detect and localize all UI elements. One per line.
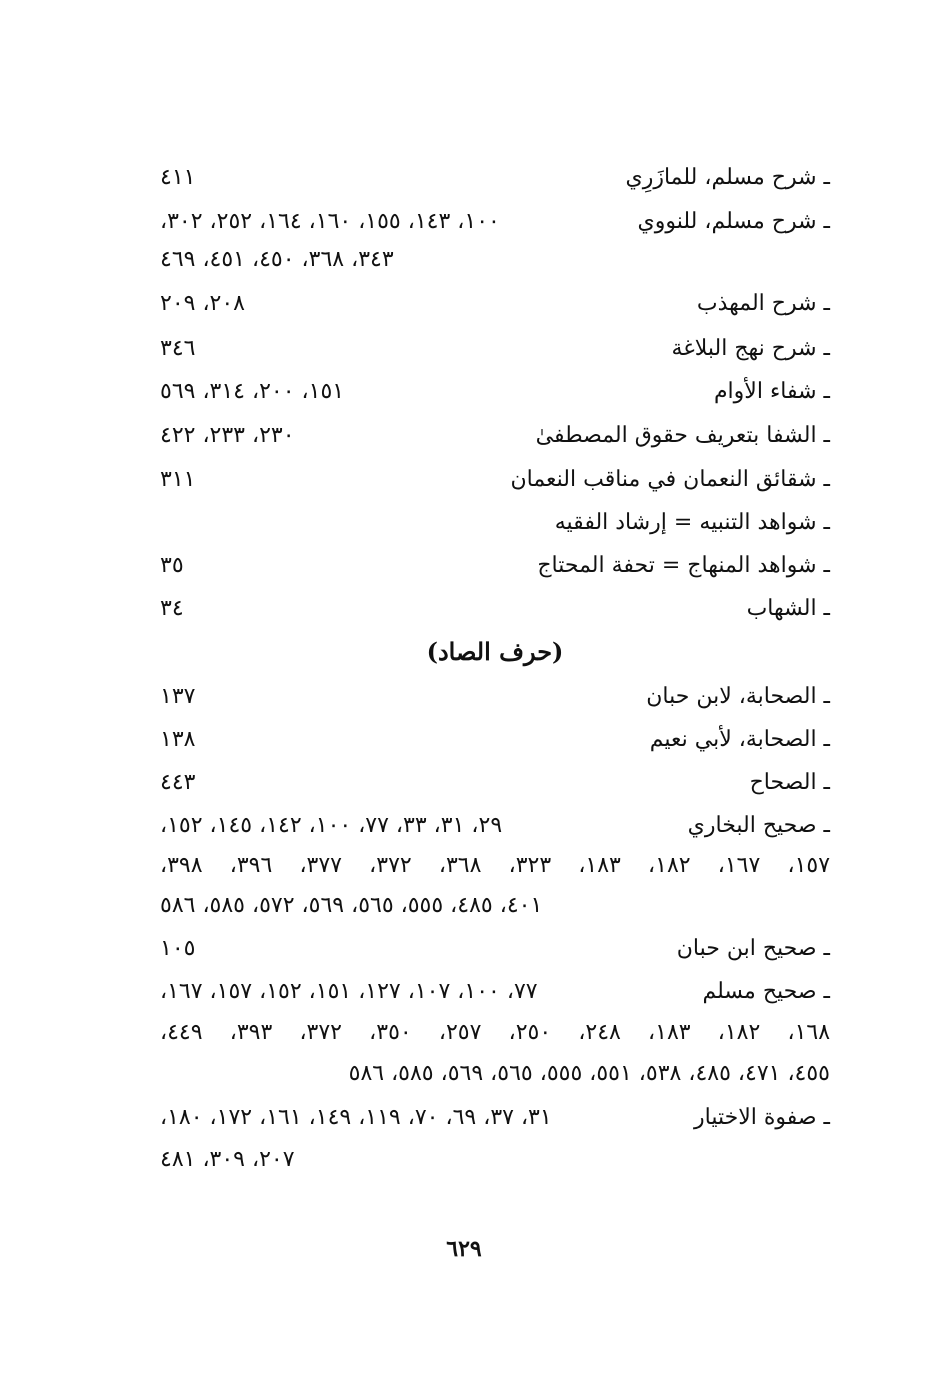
- entry-pages: ٢٠٧، ٣٠٩، ٤٨١: [160, 1147, 295, 1172]
- entry-pages: ١٣٨: [160, 727, 196, 752]
- entry-pages: ١٠٥: [160, 936, 196, 961]
- index-entry: [160, 677, 830, 717]
- entry-title: ـ شرح مسلم، للمازَرِي: [625, 165, 830, 190]
- entry-pages: ١٥١، ٢٠٠، ٣١٤، ٥٦٩: [160, 379, 345, 404]
- entry-pages: ٤٠١، ٤٨٥، ٥٥٥، ٥٦٥، ٥٦٩، ٥٧٢، ٥٨٥، ٥٨٦: [160, 893, 543, 918]
- index-entry-continuation: [160, 886, 830, 926]
- entry-pages: ٣٤: [160, 596, 184, 621]
- index-entry: [160, 1098, 830, 1138]
- entry-title: ـ شواهد التنبيه = إرشاد الفقيه: [554, 510, 830, 535]
- entry-title: ـ الصحابة، لأبي نعيم: [649, 727, 830, 752]
- index-entry: [160, 329, 830, 369]
- entry-title: ـ الشفا بتعريف حقوق المصطفىٰ: [535, 423, 830, 448]
- entry-title: ـ الصحابة، لابن حبان: [646, 684, 830, 709]
- index-entry: [160, 416, 830, 456]
- index-entry: [160, 763, 830, 803]
- index-entry: [160, 806, 830, 846]
- entry-title: ـ صحيح البخاري: [687, 813, 830, 838]
- entry-pages: ١٣٧: [160, 684, 196, 709]
- entry-pages: ١٥٧، ١٦٧، ١٨٢، ١٨٣، ٣٢٣، ٣٦٨، ٣٧٢، ٣٧٧، ٣٩٦، ٣٩٨،: [160, 853, 831, 878]
- entry-title: ـ صفوة الاختيار: [694, 1105, 830, 1130]
- index-entry: [160, 972, 830, 1012]
- index-entry: [160, 202, 830, 242]
- entry-pages: ١٠٠، ١٤٣، ١٥٥، ١٦٠، ١٦٤، ٢٥٢، ٣٠٢،: [160, 209, 500, 234]
- index-entry: [160, 929, 830, 969]
- index-entry-continuation: [160, 1013, 830, 1053]
- index-entry-continuation: [160, 846, 830, 886]
- entry-title: ـ الصحاح: [749, 770, 830, 795]
- index-entry: [160, 372, 830, 412]
- entry-pages: ٣٥: [160, 553, 184, 578]
- index-entry-continuation: [160, 1140, 830, 1180]
- index-entry: [160, 158, 830, 198]
- entry-pages: ٣١١: [160, 467, 196, 492]
- index-entry: [160, 503, 830, 543]
- entry-title: ـ الشهاب: [746, 596, 830, 621]
- index-entry-continuation: [160, 1054, 830, 1094]
- entry-title: ـ شرح المهذب: [696, 291, 830, 316]
- entry-pages: ١٦٨، ١٨٢، ١٨٣، ٢٤٨، ٢٥٠، ٢٥٧، ٣٥٠، ٣٧٢، ٣٩٣، ٤٤٩،: [160, 1020, 831, 1045]
- entry-pages: ٧٧، ١٠٠، ١٠٧، ١٢٧، ١٥١، ١٥٢، ١٥٧، ١٦٧،: [160, 979, 538, 1004]
- index-entry: [160, 720, 830, 760]
- index-entry: [160, 546, 830, 586]
- entry-pages: ٣٤٦: [160, 336, 196, 361]
- index-entry: [160, 589, 830, 629]
- entry-title: ـ شواهد المنهاج = تحفة المحتاج: [537, 553, 830, 578]
- entry-title: ـ شقائق النعمان في مناقب النعمان: [510, 467, 830, 492]
- entry-pages: ٢٣٠، ٢٣٣، ٤٢٢: [160, 423, 295, 448]
- entry-title: ـ شفاء الأوام: [713, 379, 830, 404]
- entry-pages: ٣١، ٣٧، ٦٩، ٧٠، ١١٩، ١٤٩، ١٦١، ١٧٢، ١٨٠،: [160, 1105, 552, 1130]
- entry-title: ـ صحيح مسلم: [702, 979, 830, 1004]
- entry-pages: ٤٤٣: [160, 770, 196, 795]
- entry-pages: ٢٩، ٣١، ٣٣، ٧٧، ١٠٠، ١٤٢، ١٤٥، ١٥٢،: [160, 813, 503, 838]
- index-entry-continuation: [160, 240, 830, 280]
- page-number: ٦٢٩: [446, 1236, 482, 1262]
- entry-pages: ٤٥٥، ٤٧١، ٤٨٥، ٥٣٨، ٥٥١، ٥٥٥، ٥٦٥، ٥٦٩، ٥٨٥، ٥٨٦: [348, 1061, 830, 1086]
- entry-pages: ٢٠٨، ٢٠٩: [160, 291, 245, 316]
- index-entry: [160, 284, 830, 324]
- entry-pages: ٤١١: [160, 165, 196, 190]
- index-entry: [160, 460, 830, 500]
- entry-title: ـ شرح نهج البلاغة: [671, 336, 830, 361]
- entry-title: ـ شرح مسلم، للنووي: [637, 209, 830, 234]
- section-heading: (حرف الصاد): [426, 637, 564, 666]
- entry-title: ـ صحيح ابن حبان: [676, 936, 830, 961]
- entry-pages: ٣٤٣، ٣٦٨، ٤٥٠، ٤٥١، ٤٦٩: [160, 247, 394, 272]
